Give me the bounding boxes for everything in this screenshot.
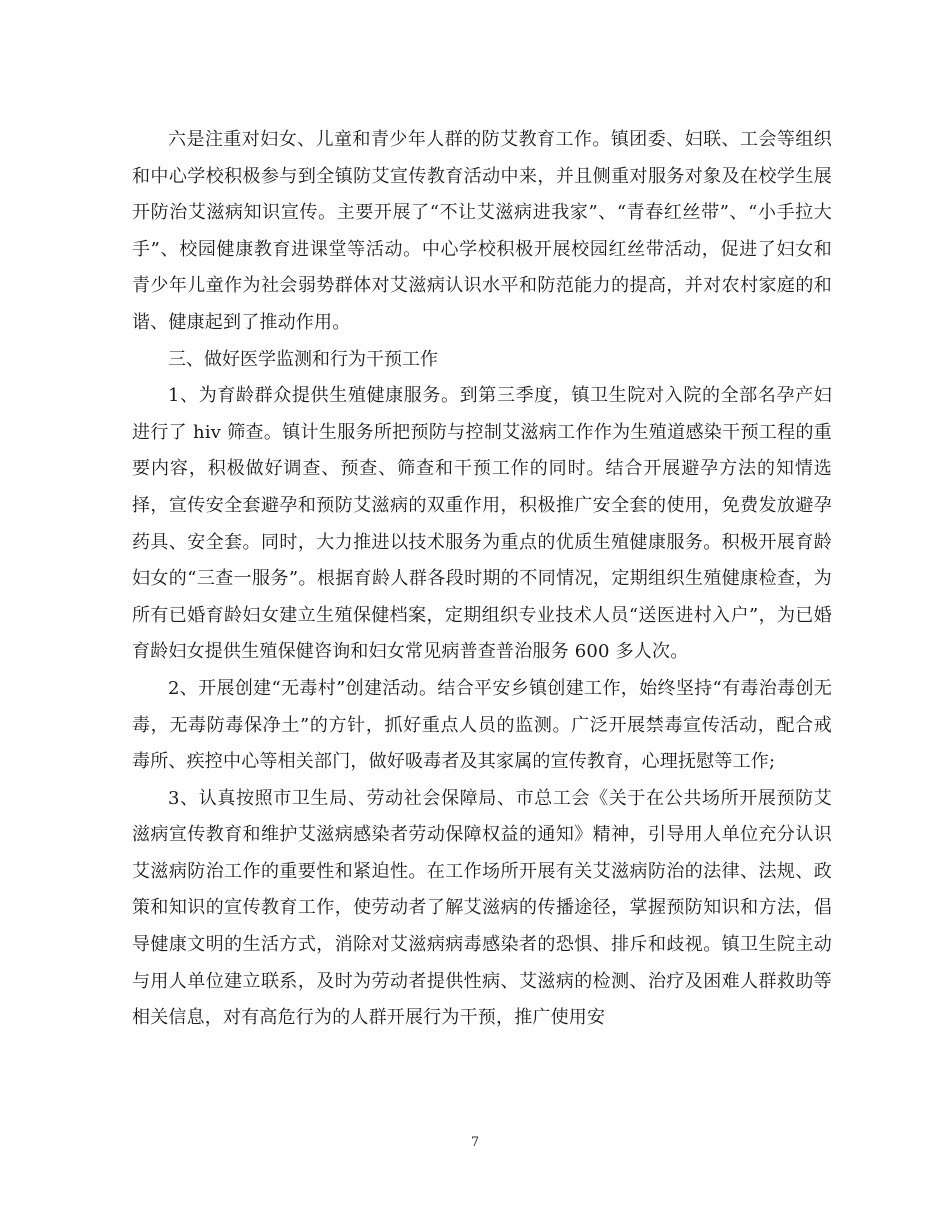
paragraph-workplace-aids-prevention: 3、认真按照市卫生局、劳动社会保障局、市总工会《关于在公共场所开展预防艾滋病宣传教育和维护艾滋病感染者劳动保障权益的通知》精神，引导用人单位充分认识艾滋病防治工作的重要性和紧迫性。在工作场所开展有关艾滋病防治的法律、法规、政策和知识的宣传教育工作，使劳动者了解艾滋病的传播途径，掌握预防知识和方法，倡导健康文明的生活方式，消除对艾滋病病毒感染者的恐惧、排斥和歧视。镇卫生院主动与用人单位建立联系，及时为劳动者提供性病、艾滋病的检测、治疗及困难人群救助等相关信息，对有高危行为的人群开展行为干预，推广使用安 — [132, 787, 832, 1029]
page-number: 7 — [470, 1135, 480, 1150]
paragraph-reproductive-health-service: 1、为育龄群众提供生殖健康服务。到第三季度，镇卫生院对入院的全部名孕产妇进行了 hiv 筛查。镇计生服务所把预防与控制艾滋病工作作为生殖道感染干预工程的重要内容，积极做好调查、预查、筛查和干预工作的同时。结合开展避孕方法的知情选择，宣传安全套避孕和预防艾滋病的双重作用，积极推广安全套的使用，免费发放避孕药具、安全套。同时，大力推进以技术服务为重点的优质生殖健康服务。积极开展育龄妇女的“三查一服务”。根据育龄人群各段时期的不同情况，定期组织生殖健康检查，为所有已婚育龄妇女建立生殖保健档案，定期组织专业技术人员“送医进村入户”，为已婚育龄妇女提供生殖保健咨询和妇女常见病普查普治服务 600 多人次。 — [132, 385, 832, 663]
document-body — [132, 122, 832, 1037]
paragraph-women-children-education: 六是注重对妇女、儿童和青少年人群的防艾教育工作。镇团委、妇联、工会等组织和中心学校积极参与到全镇防艾宣传教育活动中来，并且侧重对服务对象及在校学生展开防治艾滋病知识宣传。主要开展了“不让艾滋病进我家”、“青春红丝带”、“小手拉大手”、校园健康教育进课堂等活动。中心学校积极开展校园红丝带活动，促进了妇女和青少年儿童作为社会弱势群体对艾滋病认识水平和防范能力的提高，并对农村家庭的和谐、健康起到了推动作用。 — [132, 129, 832, 333]
paragraph-drug-free-village: 2、开展创建“无毒村”创建活动。结合平安乡镇创建工作，始终坚持“有毒治毒创无毒，无毒防毒保净土”的方针，抓好重点人员的监测。广泛开展禁毒宣传活动，配合戒毒所、疾控中心等相关部门，做好吸毒者及其家属的宣传教育，心理抚慰等工作; — [132, 677, 832, 773]
section-heading-medical-monitoring: 三、做好医学监测和行为干预工作 — [168, 348, 438, 370]
